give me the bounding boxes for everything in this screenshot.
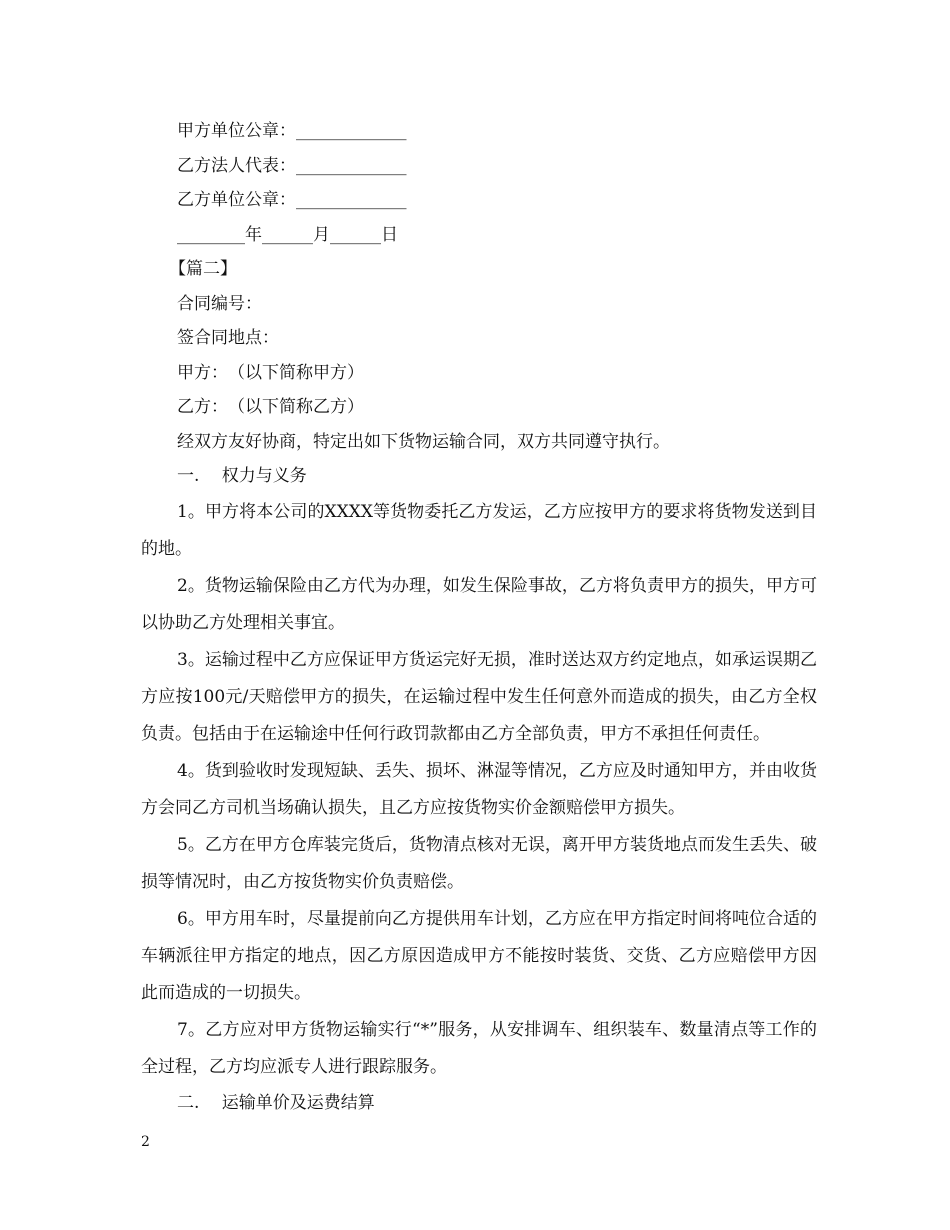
party-b-field: 乙方： （以下简称乙方） xyxy=(177,397,364,417)
signing-location-field: 签合同地点： xyxy=(177,328,279,348)
section-heading: 【篇二】 xyxy=(169,259,237,279)
signature-date-line: ________年______月______日 xyxy=(177,224,398,245)
signature-line-party-b-seal: 乙方单位公章：_____________ xyxy=(177,190,407,210)
party-a-field: 甲方： （以下简称甲方） xyxy=(177,362,364,383)
contract-number-field: 合同编号： xyxy=(177,293,262,314)
clause-6: 6。甲方用车时，尽量提前向乙方提供用车计划，乙方应在甲方指定时间将吨位合适的车辆派往甲方指定的地点，因乙方原因造成甲方不能按时装货、交货、乙方应赔偿甲方因此而造成的一切损失。 xyxy=(141,908,817,1003)
intro-paragraph: 经双方友好协商，特定出如下货物运输合同，双方共同遵守执行。 xyxy=(177,431,670,452)
page-number: 2 xyxy=(141,1134,150,1150)
chapter-heading-rights-obligations: 一. 权力与义务 xyxy=(177,466,307,486)
clause-5: 5。乙方在甲方仓库装完货后，货物清点核对无误，离开甲方装货地点而发生丢失、破损等情况时，由乙方按货物实价负责赔偿。 xyxy=(141,834,817,892)
clause-2: 2。货物运输保险由乙方代为办理，如发生保险事故，乙方将负责甲方的损失，甲方可以协助乙方处理相关事宜。 xyxy=(141,575,817,633)
signature-line-party-a-seal: 甲方单位公章：_____________ xyxy=(177,121,407,141)
signature-line-party-b-representative: 乙方法人代表：_____________ xyxy=(177,155,407,176)
clause-4: 4。货到验收时发现短缺、丢失、损坏、淋湿等情况，乙方应及时通知甲方，并由收货方会同乙方司机当场确认损失，且乙方应按货物实价金额赔偿甲方损失。 xyxy=(141,760,817,818)
document-body xyxy=(141,114,817,1120)
clause-1: 1。甲方将本公司的XXXX等货物委托乙方发运，乙方应按甲方的要求将货物发送到目的地。 xyxy=(141,501,817,559)
clause-3: 3。运输过程中乙方应保证甲方货运完好无损，准时送达双方约定地点，如承运误期乙方应按100元/天赔偿甲方的损失，在运输过程中发生任何意外而造成的损失，由乙方全权负责。包括由于在运输途中任何行政罚款都由乙方全部负责，甲方不承担任何责任。 xyxy=(141,649,817,744)
clause-7: 7。乙方应对甲方货物运输实行“*”服务，从安排调车、组织装车、数量清点等工作的全过程，乙方均应派专人进行跟踪服务。 xyxy=(141,1019,817,1077)
chapter-heading-pricing-settlement: 二. 运输单价及运费结算 xyxy=(177,1092,375,1113)
